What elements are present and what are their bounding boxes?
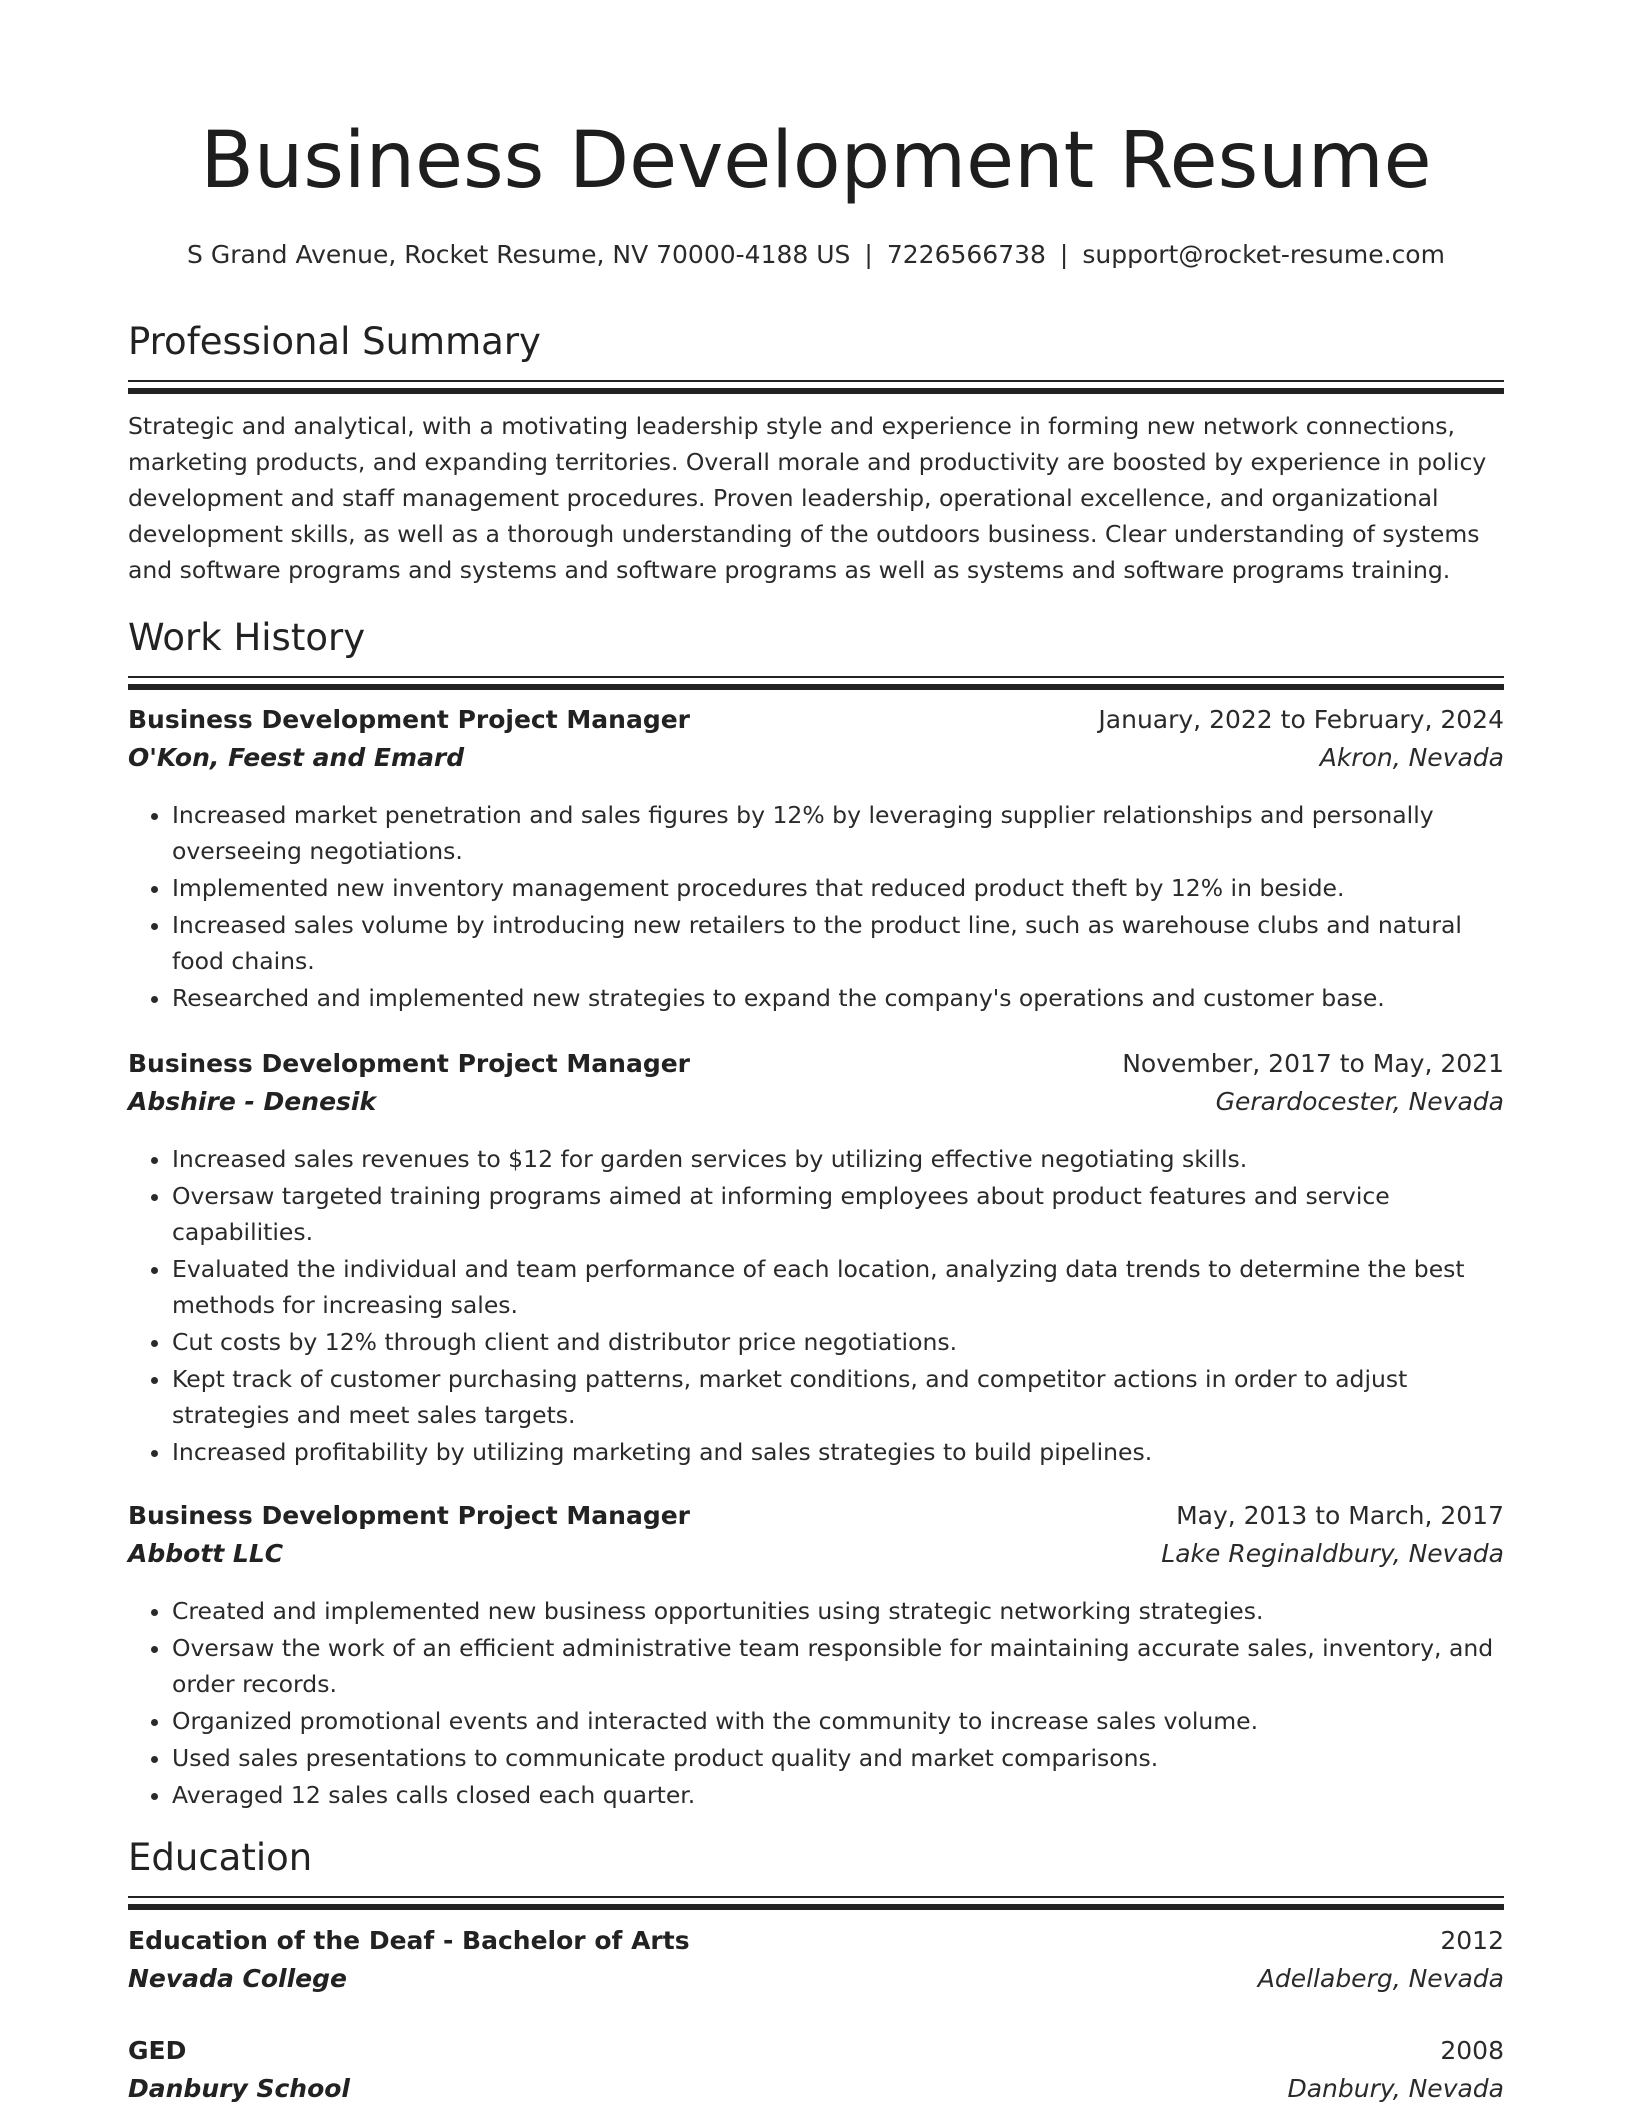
education-entry <box>128 1926 1504 2002</box>
contact-line <box>128 240 1504 269</box>
job-subheader-row <box>128 743 1504 781</box>
resume-name: Business Development Resume <box>200 116 1432 206</box>
degree: GED <box>128 2036 187 2065</box>
school: Danbury School <box>128 2074 350 2103</box>
bullet-item: • Kept track of customer purchasing patterns, market conditions, and competitor actions in order to adjust strategies and meet sales targets. <box>172 1361 1504 1433</box>
bullet-item: • Used sales presentations to communicate product quality and market comparisons. <box>172 1740 1504 1776</box>
job-header-row <box>128 1501 1504 1539</box>
education-subheader-row <box>128 2074 1504 2112</box>
bullet-item: • Cut costs by 12% through client and distributor price negotiations. <box>172 1324 1504 1360</box>
email: support@rocket-resume.com <box>1082 240 1445 269</box>
graduation-year: 2012 <box>1440 1926 1504 1955</box>
education-entry <box>128 2036 1504 2112</box>
work-section <box>128 616 1504 690</box>
job-subheader-row <box>128 1087 1504 1125</box>
job-entry <box>128 1501 1504 1814</box>
education-section <box>128 1836 1504 1910</box>
summary-section <box>128 320 1504 394</box>
phone: 7226566738 <box>886 240 1046 269</box>
education-header-row <box>128 1926 1504 1964</box>
job-entry <box>128 1049 1504 1471</box>
school-location: Danbury, Nevada <box>1287 2074 1504 2103</box>
contact-separator: | <box>864 240 873 269</box>
job-dates: November, 2017 to May, 2021 <box>1122 1049 1504 1078</box>
job-bullets <box>128 797 1504 1016</box>
job-bullets <box>128 1141 1504 1470</box>
school-location: Adellaberg, Nevada <box>1257 1964 1504 1993</box>
job-subheader-row <box>128 1539 1504 1577</box>
bullet-item: • Implemented new inventory management procedures that reduced product theft by 12% in beside. <box>172 870 1504 906</box>
job-title: Business Development Project Manager <box>128 1501 690 1530</box>
education-subheader-row <box>128 1964 1504 2002</box>
address: S Grand Avenue, Rocket Resume, NV 70000-4188 US <box>187 240 851 269</box>
bullet-item: • Organized promotional events and interacted with the community to increase sales volume. <box>172 1703 1504 1739</box>
bullet-item: • Increased sales volume by introducing new retailers to the product line, such as warehouse clubs and natural food chains. <box>172 907 1504 979</box>
bullet-item: • Averaged 12 sales calls closed each quarter. <box>172 1777 1504 1813</box>
bullet-item: • Increased market penetration and sales figures by 12% by leveraging supplier relationships and personally overseeing negotiations. <box>172 797 1504 869</box>
section-rule <box>128 1896 1504 1910</box>
job-dates: May, 2013 to March, 2017 <box>1176 1501 1504 1530</box>
job-bullets <box>128 1593 1504 1813</box>
job-header-row <box>128 1049 1504 1087</box>
section-heading: Professional Summary <box>128 320 541 363</box>
job-company: Abbott LLC <box>128 1539 284 1568</box>
job-title: Business Development Project Manager <box>128 705 690 734</box>
bullet-item: • Created and implemented new business opportunities using strategic networking strategies. <box>172 1593 1504 1629</box>
job-title: Business Development Project Manager <box>128 1049 690 1078</box>
job-location: Gerardocester, Nevada <box>1215 1087 1504 1116</box>
job-header-row <box>128 705 1504 743</box>
bullet-item: • Researched and implemented new strategies to expand the company's operations and customer base. <box>172 980 1504 1016</box>
section-heading: Education <box>128 1836 313 1879</box>
summary-text: Strategic and analytical, with a motivating leadership style and experience in forming new network connections, marketing products, and expanding territories. Overall morale and productivity are boosted by experience in policy development and staff management procedures. Proven leadership, operational excellence, and organizational development skills, as well as a thorough understanding of the outdoors business. Clear understanding of systems and software programs and systems and software programs as well as systems and software programs training. <box>128 412 1487 584</box>
job-company: O'Kon, Feest and Emard <box>128 743 465 772</box>
bullet-item: • Evaluated the individual and team performance of each location, analyzing data trends to determine the best methods for increasing sales. <box>172 1251 1504 1323</box>
section-rule <box>128 380 1504 394</box>
bullet-item: • Oversaw targeted training programs aimed at informing employees about product features and service capabilities. <box>172 1178 1504 1250</box>
graduation-year: 2008 <box>1440 2036 1504 2065</box>
bullet-item: • Increased sales revenues to $12 for garden services by utilizing effective negotiating skills. <box>172 1141 1504 1177</box>
section-heading: Work History <box>128 616 366 659</box>
job-company: Abshire - Denesik <box>128 1087 377 1116</box>
bullet-item: • Increased profitability by utilizing marketing and sales strategies to build pipelines. <box>172 1434 1504 1470</box>
degree: Education of the Deaf - Bachelor of Arts <box>128 1926 690 1955</box>
bullet-item: • Oversaw the work of an efficient administrative team responsible for maintaining accurate sales, inventory, and order records. <box>172 1630 1504 1702</box>
contact-separator: | <box>1059 240 1069 269</box>
job-location: Akron, Nevada <box>1319 743 1504 772</box>
job-location: Lake Reginaldbury, Nevada <box>1161 1539 1504 1568</box>
job-entry <box>128 705 1504 1017</box>
job-dates: January, 2022 to February, 2024 <box>1098 705 1504 734</box>
education-header-row <box>128 2036 1504 2074</box>
school: Nevada College <box>128 1964 347 1993</box>
section-rule <box>128 676 1504 690</box>
